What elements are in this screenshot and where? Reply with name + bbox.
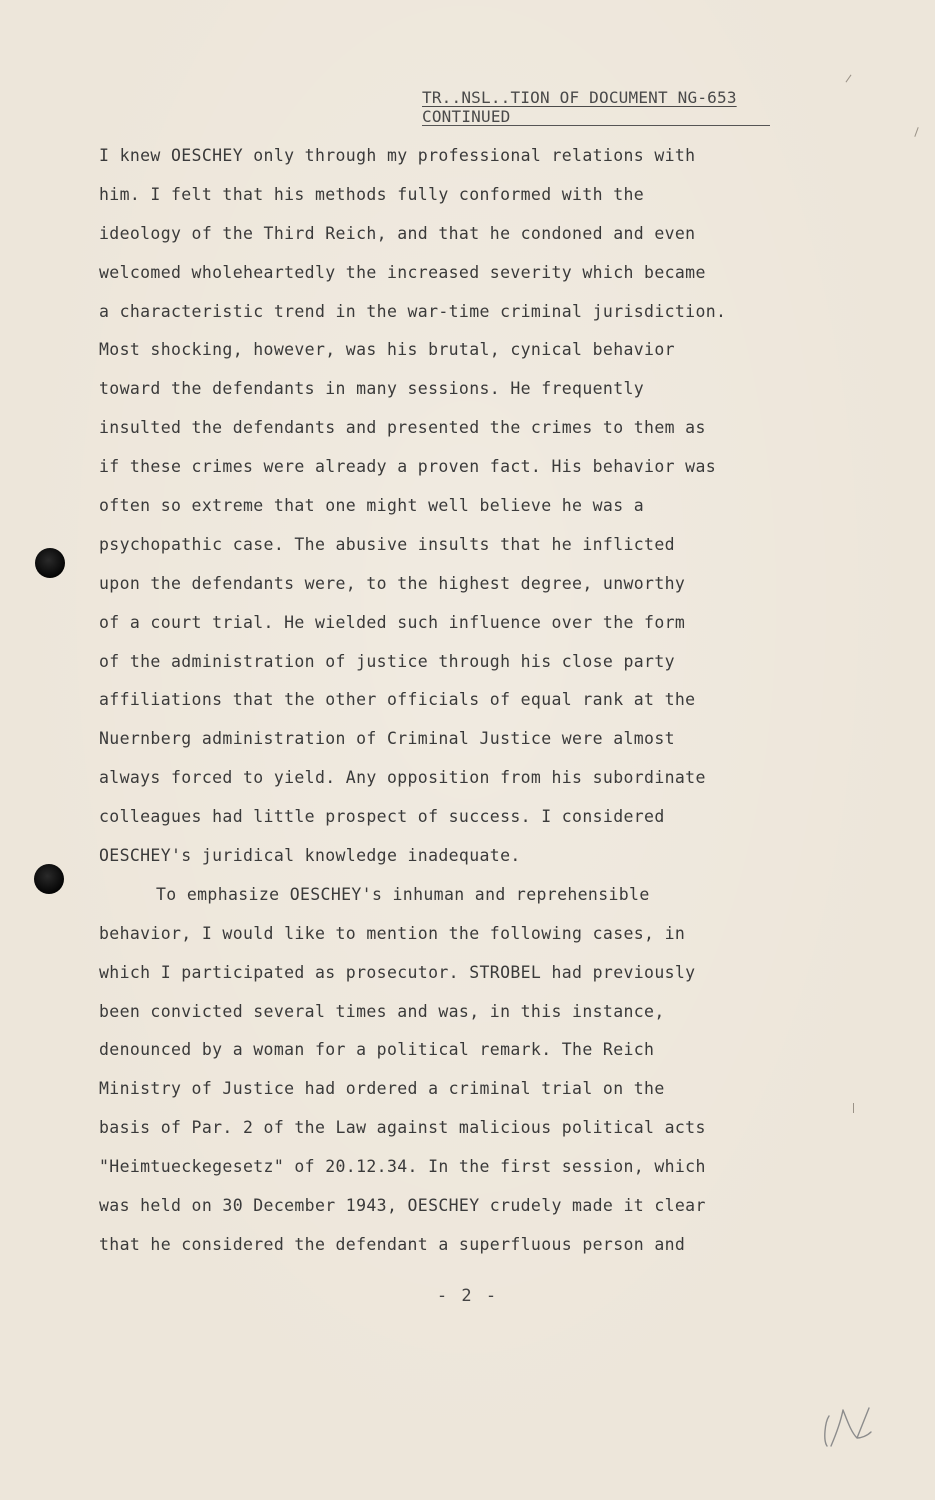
punch-hole-top bbox=[35, 548, 65, 578]
document-header bbox=[422, 88, 770, 126]
text-line: ideology of the Third Reich, and that he condoned and even bbox=[99, 223, 696, 243]
handwritten-initials-icon bbox=[817, 1402, 875, 1452]
text-line: OESCHEY's juridical knowledge inadequate. bbox=[99, 846, 521, 866]
text-line: To emphasize OESCHEY's inhuman and reprehensible bbox=[156, 884, 650, 904]
text-line: Nuernberg administration of Criminal Justice were almost bbox=[99, 729, 675, 749]
text-line: denounced by a woman for a political remark. The Reich bbox=[99, 1040, 655, 1060]
text-line: was held on 30 December 1943, OESCHEY crudely made it clear bbox=[99, 1196, 706, 1216]
text-line: been convicted several times and was, in this instance, bbox=[99, 1001, 665, 1021]
text-line: behavior, I would like to mention the following cases, in bbox=[99, 923, 686, 943]
text-line: often so extreme that one might well believe he was a bbox=[99, 496, 645, 516]
text-line: a characteristic trend in the war-time criminal jurisdiction. bbox=[99, 301, 727, 321]
text-line: "Heimtueckegesetz" of 20.12.34. In the first session, which bbox=[99, 1157, 706, 1177]
header-rule bbox=[422, 125, 770, 126]
text-line: psychopathic case. The abusive insults that he inflicted bbox=[99, 534, 675, 554]
text-line: toward the defendants in many sessions. He frequently bbox=[99, 379, 645, 399]
text-line: of a court trial. He wielded such influence over the form bbox=[99, 612, 686, 632]
text-line: that he considered the defendant a superfluous person and bbox=[99, 1234, 686, 1254]
header-title: TR..NSL..TION OF DOCUMENT NG-653 bbox=[422, 88, 737, 107]
text-line: welcomed wholeheartedly the increased severity which became bbox=[99, 262, 706, 282]
text-line: of the administration of justice through his close party bbox=[99, 651, 675, 671]
header-continued: CONTINUED bbox=[422, 107, 511, 126]
text-line: colleagues had little prospect of success. I considered bbox=[99, 807, 665, 827]
text-line: which I participated as prosecutor. STROBEL had previously bbox=[99, 962, 696, 982]
paper-speck bbox=[853, 1103, 854, 1113]
text-line: insulted the defendants and presented the crimes to them as bbox=[99, 418, 706, 438]
page-number: - 2 - bbox=[436, 1286, 499, 1306]
text-line: him. I felt that his methods fully conformed with the bbox=[99, 184, 645, 204]
text-line: if these crimes were already a proven fact. His behavior was bbox=[99, 457, 717, 477]
paper-speck bbox=[914, 127, 918, 137]
punch-hole-bottom bbox=[34, 864, 64, 894]
text-line: always forced to yield. Any opposition from his subordinate bbox=[99, 768, 706, 788]
text-line: I knew OESCHEY only through my professional relations with bbox=[99, 146, 696, 165]
paper-speck bbox=[846, 75, 852, 83]
text-line: upon the defendants were, to the highest degree, unworthy bbox=[99, 573, 686, 593]
body-text bbox=[99, 142, 819, 1270]
text-line: affiliations that the other officials of equal rank at the bbox=[99, 690, 696, 710]
text-line: Most shocking, however, was his brutal, cynical behavior bbox=[99, 340, 675, 360]
text-line: Ministry of Justice had ordered a criminal trial on the bbox=[99, 1079, 665, 1099]
text-line: basis of Par. 2 of the Law against malicious political acts bbox=[99, 1118, 706, 1138]
